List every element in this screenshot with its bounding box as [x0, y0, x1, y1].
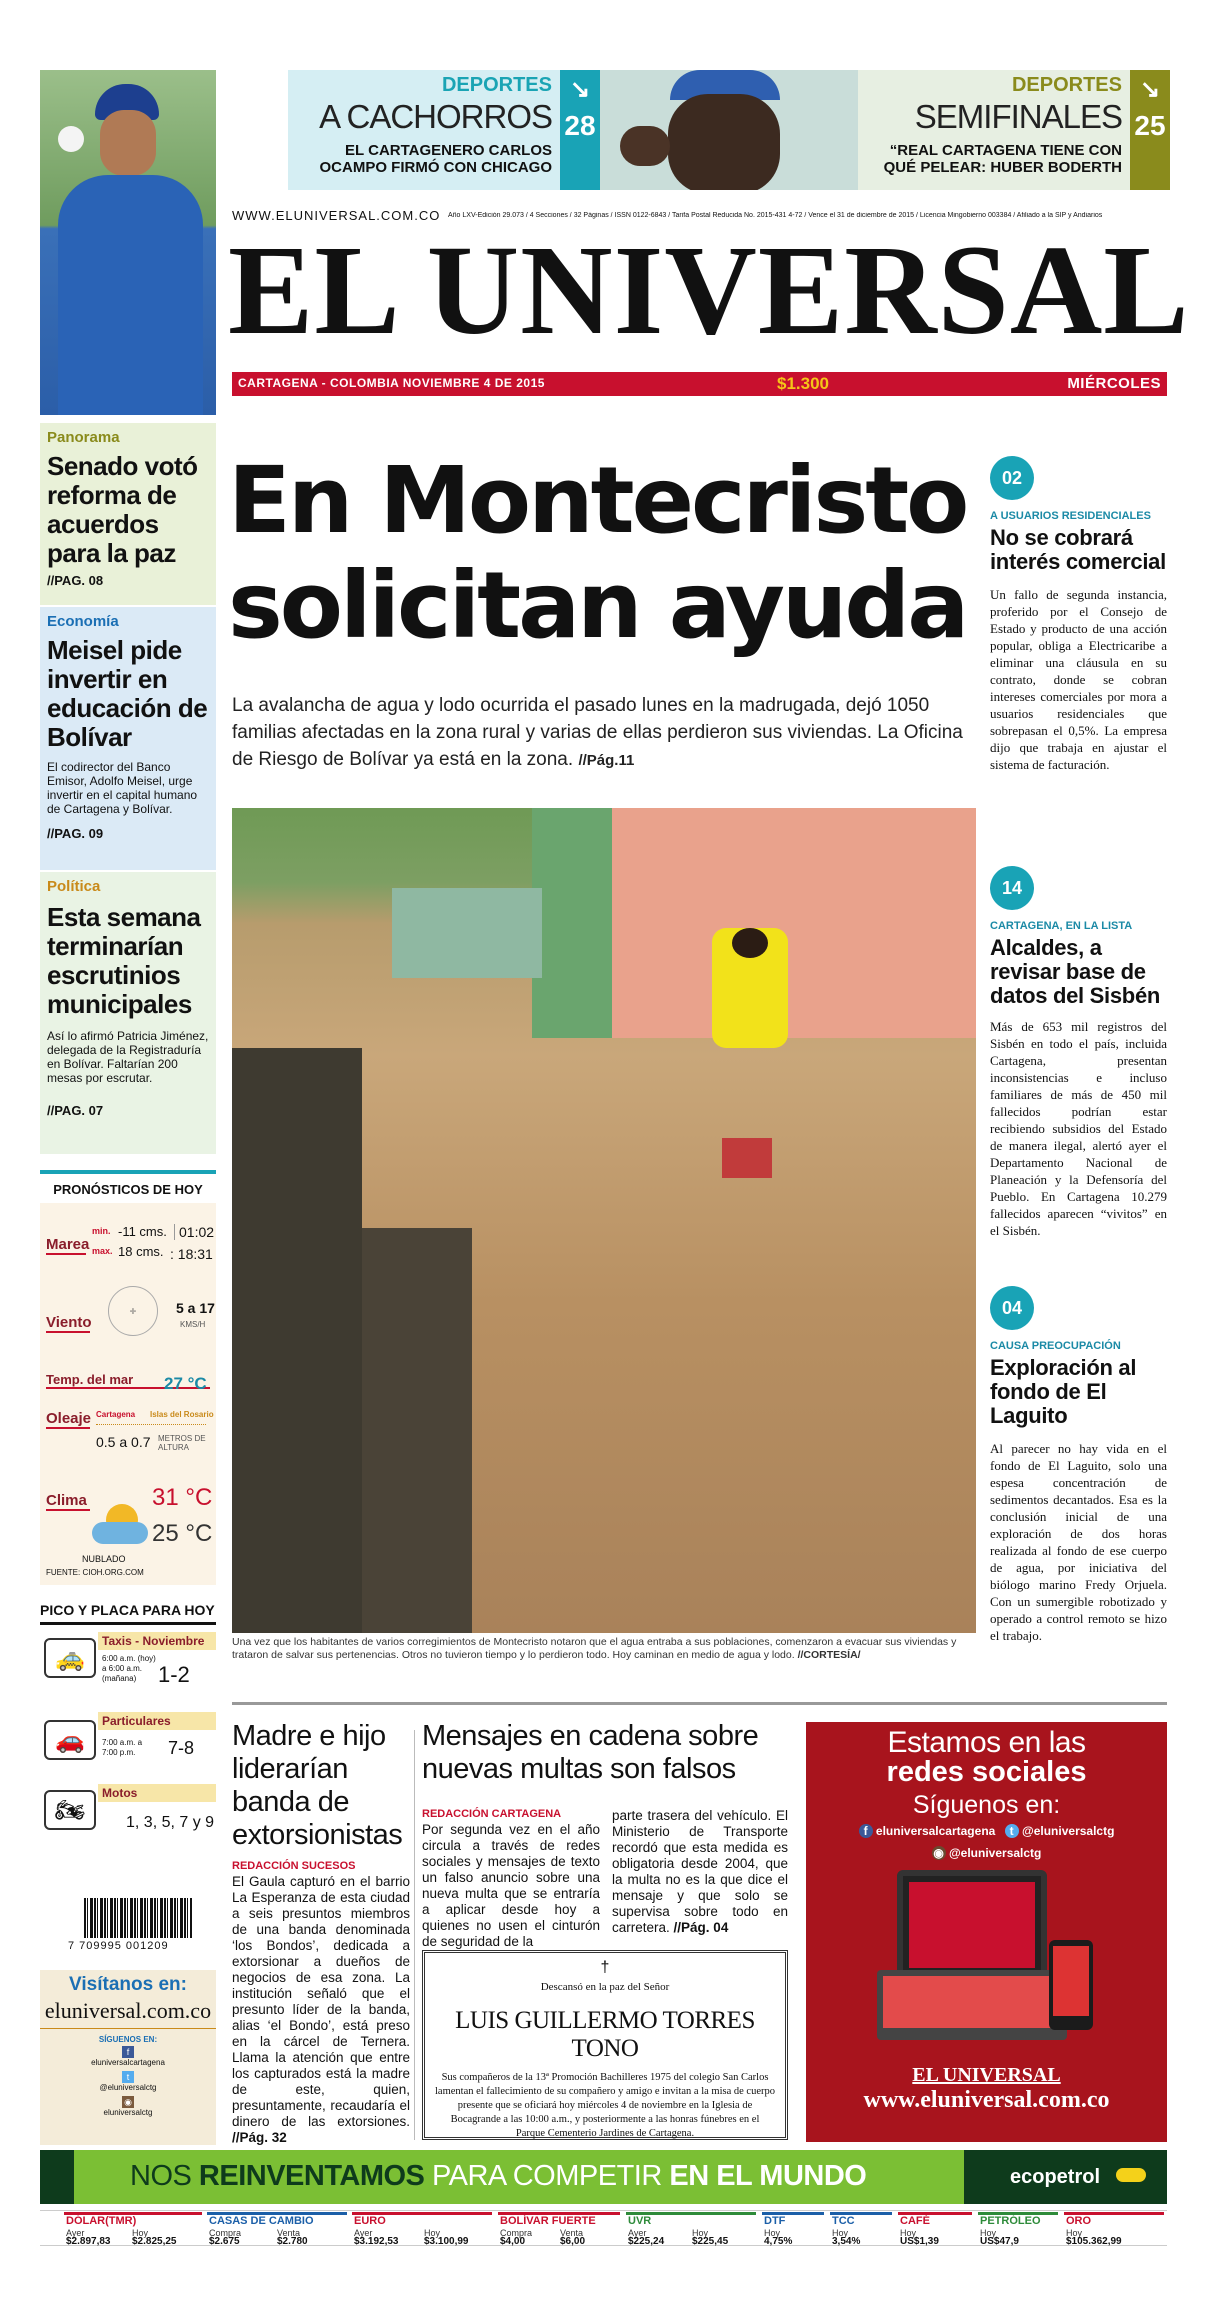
rail-title: Esta semana terminarían escrutinios municipales [47, 902, 201, 1019]
ticker-cap: Hoy [424, 2228, 441, 2238]
rail-text: El codirector del Banco Emisor, Adolfo Meisel, urge invertir en el capital humano de Cartagena y Bolívar. [47, 760, 198, 816]
eco-t3: PARA COMPETIR [431, 2160, 662, 2192]
pico-digits: 1-2 [158, 1662, 190, 1687]
cross-icon: † [600, 1959, 610, 1976]
oleaje-place-a: Cartagena [96, 1410, 136, 1419]
ticker-item [626, 2212, 756, 2247]
masthead-meta: Año LXV-Edición 29.073 / 4 Secciones / 32 Páginas / ISSN 0122-6843 / Tarifa Postal Reducida No. 2015-431 4-72 / Vence el 31 de diciembre de 2015 / Licencia Mingobierno 003384 / Afiliado a la SIP y Andiarios [448, 212, 1103, 219]
rail-title: Meisel pide invertir en educación de Bolívar [47, 635, 208, 752]
cloudy-icon [88, 1504, 148, 1548]
facebook-icon: f [859, 1824, 873, 1838]
page-number-badge: 02 [990, 456, 1034, 500]
barcode-number: 7 709995 001209 [68, 1940, 169, 1952]
twitter-icon[interactable]: t [122, 2071, 134, 2083]
right-text: Un fallo de segunda instancia, proferido por el Consejo de Estado y producto de una acción popular, obliga a Electricaribe a eliminar una cláusula en su contrato, donde se cobran intereses comerciales por mora a usuarios residenciales que sobrepasan el 0,5%. La empresa dijo que trabaja en ajustar el sistema de facturación. [990, 587, 1167, 772]
obit-text: Sus compañeros de la 13ª Promoción Bachilleres 1975 del colegio San Carlos lamentan el fallecimiento de su compañero y amigo e invitan a la misa de cuerpo presente que se oficiará hoy miércoles 4 de noviembre en la Iglesia de Bocagrande a las 10:00 a.m., y posteriormente a las honras fúnebres en el Parque Cementerio Jardines de Cartagena. [435, 2072, 775, 2139]
visit-fb[interactable]: eluniversalcartagena [91, 2058, 165, 2067]
promo-title: SEMIFINALES [914, 98, 1122, 135]
forecast-title: PRONÓSTICOS DE HOY [40, 1174, 216, 1203]
instagram-icon: ◉ [933, 1846, 944, 1860]
coach-photo [600, 70, 858, 190]
viento-value: 5 a 17 [176, 1300, 215, 1316]
player-photo [40, 70, 216, 415]
eco-t4: EN EL MUNDO [669, 2160, 867, 2192]
bottom-text-body: parte trasera del vehículo. El Ministerio de Transporte recordó que esta medida es obligatoria desde 2004, que la multa no es la que dice el mensaje y que solo se supervisa sobre todo en carretera. [612, 1808, 788, 1935]
oleaje-value: 0.5 a 0.7 [96, 1434, 151, 1450]
ad-brand: EL UNIVERSAL [912, 2064, 1061, 2086]
oleaje-label: Oleaje [46, 1410, 92, 1427]
clima-state: NUBLADO [82, 1554, 126, 1564]
ticker-item [898, 2212, 972, 2247]
rail-kicker: Panorama [47, 429, 120, 446]
marea-min-label: min. [92, 1226, 111, 1236]
right-title: Exploración al fondo de El Laguito [990, 1355, 1137, 1428]
ticker-cap: Hoy [692, 2228, 709, 2238]
ticker-cap: Hoy [1066, 2228, 1083, 2238]
pico-time: 7:00 a.m. a 7:00 p.m. [102, 1738, 143, 1757]
ticker-label: CAFÉ [898, 2212, 972, 2227]
ticker-value: $3.192,53 [354, 2236, 399, 2247]
eco-brand: ecopetrol [1010, 2166, 1101, 2188]
eco-t2: REINVENTAMOS [198, 2160, 425, 2192]
eco-slogan [130, 2160, 866, 2193]
rail-story-1[interactable] [40, 423, 216, 605]
ticker-label: TCC [830, 2212, 892, 2227]
right-story-3[interactable] [990, 1286, 1167, 1644]
lead-caption [232, 1636, 976, 1662]
visit-follow: SÍGUENOS EN: [98, 2035, 158, 2044]
ad-fb[interactable]: eluniversalcartagena [875, 1824, 996, 1838]
bottom-text-body: El Gaula capturó en el barrio La Esperanza de esta ciudad a seis presuntos miembros de una banda denominada ‘los Bondos’, dedicada a extorsionar a dueños de negocios de esa zona. La institución señaló que el presunto líder de la banda, alias ‘el Bondo’, está preso en la cárcel de Ternera. Llama la atención que entre los capturados está la madre de este, quien, presuntamente, recaudaría el dinero de las extorsiones. [232, 1874, 410, 2129]
visit-ig[interactable]: eluniversalctg [103, 2108, 153, 2117]
ticker-item [498, 2212, 620, 2247]
bottom-page[interactable]: //Pág. 32 [232, 2130, 287, 2145]
ad-tw[interactable]: @eluniversalctg [1022, 1824, 1115, 1838]
lead-photo [232, 808, 976, 1633]
visit-box [40, 1970, 216, 2145]
ticker-value: 4,75% [764, 2236, 793, 2247]
ad-social-row [806, 1824, 1167, 1838]
right-kicker: CAUSA PREOCUPACIÓN [990, 1340, 1121, 1352]
pico-digits: 7-8 [168, 1738, 195, 1758]
right-kicker: CARTAGENA, EN LA LISTA [990, 920, 1133, 932]
visit-tw[interactable]: @eluniversalctg [99, 2083, 157, 2092]
pico-kind: Motos [98, 1784, 216, 1802]
ticker-value: 3,54% [832, 2236, 861, 2247]
ad-ig-row [806, 1846, 1167, 1860]
ticker-cap: Ayer [66, 2228, 85, 2238]
lead-deck-text: La avalancha de agua y lodo ocurrida el pasado lunes en la madrugada, dejó 1050 familias afectadas en la zona rural y varias de ellas perdieron sus viviendas. La Oficina de Riesgo de Bolívar ya está en la zona. [232, 695, 963, 770]
arrow-icon: ↘ [569, 76, 591, 103]
bottom-divider [232, 1702, 1167, 1705]
ticker-value: US$1,39 [900, 2236, 939, 2247]
ad-line-2: redes sociales [886, 1756, 1087, 1788]
ticker-item [1064, 2212, 1164, 2247]
ad-line-3: Síguenos en: [912, 1791, 1061, 1819]
oleaje-line [96, 1424, 206, 1425]
pico-placa-box [40, 1600, 216, 1835]
ticker-cap: Hoy [832, 2228, 849, 2238]
weekday: MIÉRCOLES [1067, 375, 1161, 392]
promo-section: DEPORTES [441, 74, 552, 96]
rail-page: //PAG. 07 [47, 1103, 104, 1118]
marea-time-2: : 18:31 [170, 1246, 213, 1262]
clima-max: 31 °C [152, 1484, 213, 1511]
pico-row-taxis [40, 1632, 216, 1702]
page-number-badge: 04 [990, 1286, 1034, 1330]
promo-section: DEPORTES [1011, 74, 1122, 96]
ad-line-1: Estamos en las [887, 1726, 1086, 1759]
bottom-text-col-1: Por segunda vez en el año circula a través de redes sociales y mensajes de texto un falso anuncio sobre una nueva multa que se entraría a aplicar desde hoy a quienes no usen el cinturón de seguridad de la [422, 1822, 600, 1949]
lead-headline[interactable] [228, 448, 968, 658]
ticker-cap: Hoy [132, 2228, 149, 2238]
ticker-value: $4,00 [500, 2236, 526, 2247]
temp-value: 27 °C [164, 1374, 207, 1393]
ticker-value: $2.675 [209, 2236, 240, 2247]
ticker-value: $105.362,99 [1066, 2236, 1122, 2247]
rail-page: //PAG. 08 [47, 573, 104, 588]
ticker-label: ORO [1064, 2212, 1164, 2227]
oleaje-unit: METROS DE ALTURA [158, 1434, 206, 1452]
rail-page: //PAG. 09 [47, 826, 104, 841]
ad-url[interactable]: www.eluniversal.com.co [863, 2087, 1110, 2113]
right-story-2[interactable] [990, 866, 1167, 1239]
marea-min: -11 cms. [118, 1224, 167, 1239]
visit-url[interactable]: eluniversal.com.co [40, 1998, 216, 2029]
devices-illustration [877, 1870, 1097, 2060]
barcode [84, 1898, 192, 1938]
marea-max: 18 cms. [118, 1244, 164, 1259]
caption-text: Una vez que los habitantes de varios corregimientos de Montecristo notaron que el agua entraba a sus poblaciones, comenzaron a evacuar sus viviendas y trataron de salvar sus pertenencias. Otros no tuvieron tiempo y lo perdieron todo. Hoy caminan en medio de agua y lodo. [232, 1636, 957, 1661]
rail-text: Así lo afirmó Patricia Jiménez, delegada de la Registraduría en Bolívar. Faltarían 200 mesas por escrutar. [47, 1029, 209, 1085]
date-bar [232, 372, 1167, 396]
right-title: Alcaldes, a revisar base de datos del Sisbén [990, 935, 1161, 1008]
promo-page-badge: ↘ 28 [560, 70, 600, 190]
ticker-label: EURO [352, 2212, 492, 2227]
bottom-title: Madre e hijo liderarían banda de extorsionistas [232, 1720, 403, 1851]
bottom-text-col-2 [612, 1808, 788, 1936]
ticker-cap: Hoy [900, 2228, 917, 2238]
ticker-item [978, 2212, 1058, 2247]
visit-title: Visítanos en: [69, 1974, 187, 1995]
marea-max-label: max. [92, 1246, 113, 1256]
page-number-badge: 14 [990, 866, 1034, 910]
ticker-item [352, 2212, 492, 2247]
promo-sub: “REAL CARTAGENA TIENE CON QUÉ PELEAR: HUBER BODERTH [883, 142, 1122, 176]
rail-title: Senado votó reforma de acuerdos para la paz [47, 451, 198, 568]
ticker-cap: Venta [560, 2228, 584, 2238]
pico-placa-title: PICO Y PLACA PARA HOY [40, 1600, 216, 1625]
pico-time: 6:00 a.m. (hoy) a 6:00 a.m. (mañana) [102, 1654, 156, 1683]
obit-name: LUIS GUILLERMO TORRES TONO [455, 2007, 755, 2062]
masthead-logo: EL UNIVERSAL [228, 219, 1190, 361]
ticker-value: US$47,9 [980, 2236, 1019, 2247]
lead-headline-line-2: solicitan ayuda [228, 552, 967, 659]
rail-kicker: Economía [47, 613, 119, 630]
viento-label: Viento [46, 1314, 92, 1331]
ticker-value: $6,00 [560, 2236, 586, 2247]
ticker-value: $3.100,99 [424, 2236, 469, 2247]
marea-label: Marea [46, 1236, 90, 1253]
ticker-item [830, 2212, 892, 2247]
ticker-label: CASAS DE CAMBIO [207, 2212, 347, 2227]
promo-page-badge: ↘ 25 [1130, 70, 1170, 190]
rail-story-3[interactable] [40, 872, 216, 1154]
taxi-icon: 🚕 [44, 1638, 96, 1678]
pico-row-motos [40, 1786, 216, 1850]
ticker-label: DÓLAR(TMR) [64, 2212, 202, 2227]
ad-ig[interactable]: @eluniversalctg [948, 1846, 1042, 1860]
price: $1.300 [777, 374, 829, 393]
twitter-icon: t [1005, 1824, 1019, 1838]
ticker-cap: Compra [500, 2228, 533, 2238]
ticker-cap: Hoy [980, 2228, 997, 2238]
forecast-box [40, 1170, 216, 1585]
right-kicker: A USUARIOS RESIDENCIALES [990, 510, 1151, 522]
right-text: Más de 653 mil registros del Sisbén en todo el país, incluida Cartagena, presentan inconsistencias e incluso familiares de más de 450 mil fallecidos podrían estar recibiendo subsidios del Estado de manera ilegal, alertó ayer el Departamento Nacional de Planeación y la Defensoría del Pueblo. En Cartagena 10.279 fallecidos aparecen “vivitos” en el Sisbén. [990, 1019, 1167, 1238]
iguana-icon [1116, 2168, 1146, 2182]
location-date: CARTAGENA - COLOMBIA NOVIEMBRE 4 DE 2015 [238, 376, 545, 390]
right-story-1[interactable] [990, 456, 1167, 773]
ticker-value: $2.780 [277, 2236, 308, 2247]
ticker-cap: Ayer [628, 2228, 647, 2238]
pico-row-particulares [40, 1714, 216, 1780]
bottom-kicker: REDACCIÓN SUCESOS [232, 1860, 356, 1872]
ticker-label: BOLÍVAR FUERTE [498, 2212, 620, 2227]
arrow-icon: ↘ [1139, 76, 1161, 103]
compass-icon: ✛ [108, 1286, 158, 1336]
bottom-text [232, 1874, 410, 2146]
ticker-item [64, 2212, 202, 2247]
bottom-page[interactable]: //Pág. 04 [673, 1920, 729, 1935]
promo-banner-deportes-2[interactable] [858, 70, 1170, 190]
oleaje-place-b: Islas del Rosario [150, 1410, 214, 1419]
ticker-cap: Compra [209, 2228, 242, 2238]
obituary-box [422, 1950, 788, 2140]
ticker-cap: Venta [277, 2228, 301, 2238]
instagram-icon[interactable]: ◉ [122, 2096, 134, 2108]
obit-intro: Descansó en la paz del Señor [540, 1981, 670, 1993]
ticker-value: $225,24 [628, 2236, 665, 2247]
promo-title: A CACHORROS [319, 98, 552, 135]
lead-deck-page[interactable]: //Pág.11 [578, 752, 635, 769]
masthead-url[interactable]: WWW.ELUNIVERSAL.COM.CO [232, 208, 441, 223]
caption-credit: //CORTESÍA/ [797, 1649, 861, 1661]
motorcycle-icon: 🏍 [44, 1790, 96, 1830]
temp-label: Temp. del mar [46, 1372, 210, 1389]
rail-story-2[interactable] [40, 607, 216, 870]
ticker-item [207, 2212, 347, 2247]
bottom-story-a[interactable] [232, 1720, 410, 2146]
bottom-col-divider [414, 1730, 415, 2140]
ticker-value: $2.825,25 [132, 2236, 177, 2247]
car-icon: 🚗 [44, 1720, 96, 1760]
right-text: Al parecer no hay vida en el fondo de El Laguito, solo una espesa concentración de sedimentos decantados. Esa es la conclusión inicial de una exploración de dos horas realizada al fondo de ese cuerpo de agua, por iniciativa del biólogo marino Fredy Orjuela. Con un sumergible robotizado y operado a control remoto se hizo el trabajo. [990, 1441, 1167, 1643]
pico-kind: Taxis - Noviembre [98, 1632, 216, 1650]
ticker-item [762, 2212, 824, 2247]
ticker-cap: Hoy [764, 2228, 781, 2238]
bottom-kicker: REDACCIÓN CARTAGENA [422, 1808, 562, 1820]
pico-kind: Particulares [98, 1712, 216, 1730]
ticker-cap: Ayer [354, 2228, 373, 2238]
rail-kicker: Política [47, 878, 101, 895]
pico-digits: 1, 3, 5, 7 y 9 [126, 1814, 215, 1831]
ecopetrol-banner[interactable] [40, 2150, 1167, 2204]
right-title: No se cobrará interés comercial [990, 525, 1166, 574]
ticker-label: DTF [762, 2212, 824, 2227]
lead-headline-line-1: En Montecristo [228, 447, 967, 554]
clima-label: Clima [46, 1492, 90, 1511]
eco-t1: NOS [130, 2160, 192, 2192]
lead-deck [232, 692, 977, 774]
marea-time-1: 01:02 [174, 1224, 214, 1240]
viento-unit: KMS/H [180, 1320, 206, 1329]
bottom-title: Mensajes en cadena sobre nuevas multas son falsos [422, 1720, 759, 1785]
clima-min: 25 °C [152, 1520, 213, 1547]
facebook-icon[interactable]: f [122, 2046, 134, 2058]
forecast-source: FUENTE: CIOH.ORG.COM [46, 1568, 144, 1577]
ticker-label: UVR [626, 2212, 756, 2227]
ticker-label: PETRÓLEO [978, 2212, 1058, 2227]
ticker-value: $225,45 [692, 2236, 729, 2247]
promo-sub: EL CARTAGENERO CARLOS OCAMPO FIRMÓ CON CHICAGO [319, 142, 552, 176]
bottom-story-b[interactable] [422, 1720, 788, 1949]
ticker-value: $2.897,83 [66, 2236, 111, 2247]
promo-banner-deportes-1[interactable] [288, 70, 600, 190]
social-ad[interactable] [806, 1722, 1167, 2142]
